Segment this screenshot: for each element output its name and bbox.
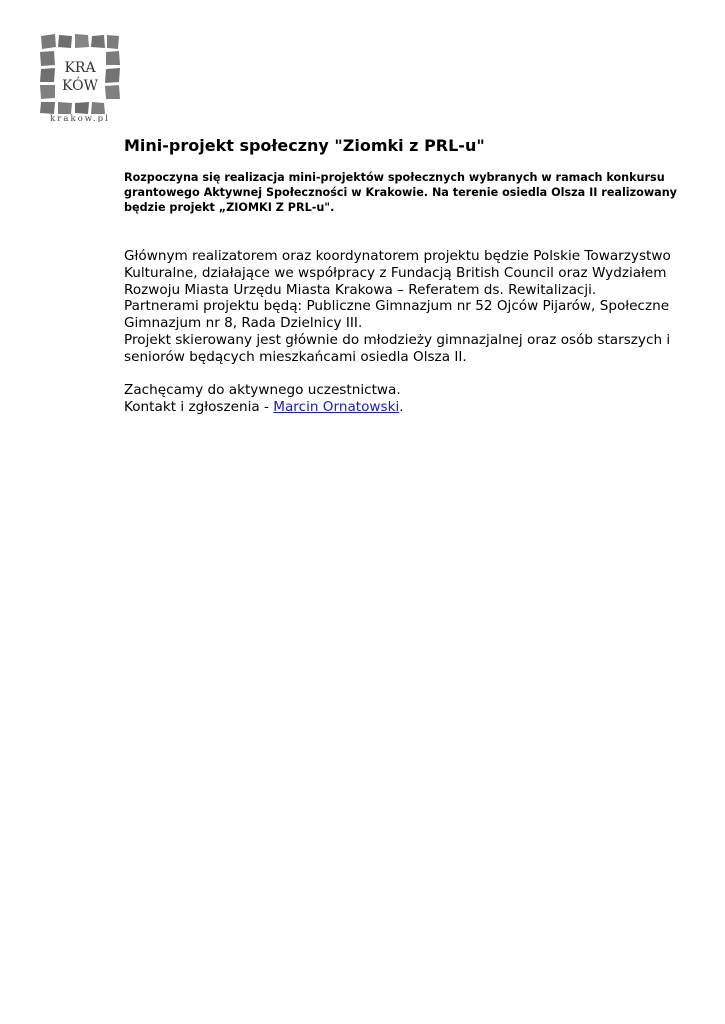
logo-line2: KÓW (62, 78, 98, 94)
paragraph-gap (124, 366, 684, 383)
article-body (124, 248, 684, 416)
contact-prefix: Kontakt i zgłoszenia - (124, 399, 274, 416)
lead-line: będzie projekt „ZIOMKI Z PRL-u". (124, 201, 335, 214)
contact-suffix: . (399, 399, 404, 416)
lead-line: Rozpoczyna się realizacja mini-projektów społecznych wybranych w ramach konkursu (124, 171, 665, 184)
krakow-logo (38, 32, 122, 122)
body-line: Partnerami projektu będą: Publiczne Gimnazjum nr 52 Ojców Pijarów, Społeczne (124, 298, 670, 315)
body-line: Rozwoju Miasta Urzędu Miasta Krakowa – Referatem ds. Rewitalizacji. (124, 281, 597, 298)
lead-line: grantowego Aktywnej Społeczności w Krakowie. Na terenie osiedla Olsza II realizowany (124, 186, 677, 199)
body-line: Głównym realizatorem oraz koordynatorem projektu będzie Polskie Towarzystwo (124, 248, 671, 264)
closing-text: Zachęcamy do aktywnego uczestnictwa. (124, 382, 401, 399)
contact-person-link[interactable]: Marcin Ornatowski (273, 399, 400, 416)
article-title: Mini-projekt społeczny "Ziomki z PRL-u" (124, 136, 485, 155)
krakow-logo-icon (38, 32, 122, 122)
body-line: Gimnazjum nr 8, Rada Dzielnicy III. (124, 315, 363, 332)
body-line: Kulturalne, działające we współpracy z Fundacją British Council oraz Wydziałem (124, 264, 667, 281)
logo-domain: krakow.pl (50, 114, 110, 122)
logo-line1: KRA (64, 60, 96, 76)
body-line: Projekt skierowany jest głównie do młodzieży gimnazjalnej oraz osób starszych i (124, 331, 671, 348)
article (124, 136, 684, 416)
article-lead (124, 170, 684, 215)
body-line: seniorów będących mieszkańcami osiedla Olsza II. (124, 348, 467, 365)
contact-line (124, 399, 684, 416)
